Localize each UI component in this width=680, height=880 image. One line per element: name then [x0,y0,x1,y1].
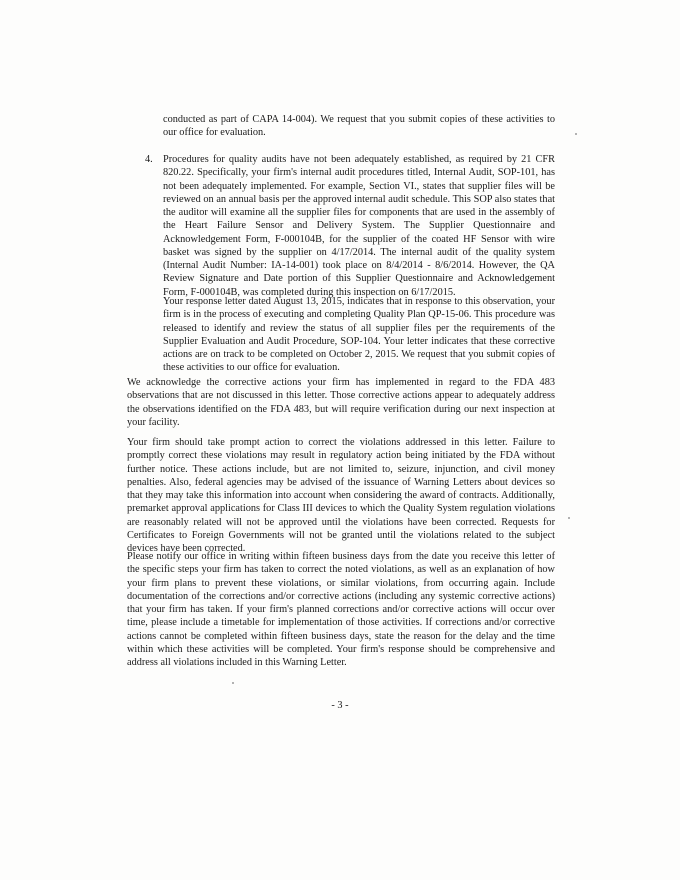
prompt-action-paragraph: Your firm should take prompt action to correct the violations addressed in this letter. Failure to promptly correct these violations may result in regulatory action being initiated by the FDA without further notice. These actions include, but are not limited to, seizure, injunction, and civil money penalties. Also, federal agencies may be advised of the issuance of Warning Letters about devices so that they may take this information into account when considering the award of contracts. Additionally, premarket approval applications for Class III devices to which the Quality System regulation violations are reasonably related will not be approved until the violations have been corrected. Requests for Certificates to Foreign Governments will not be granted until the violations related to the subject devices have been corrected. [127,437,555,554]
list-item-number: 4. [145,154,153,165]
acknowledge-paragraph: We acknowledge the corrective actions your firm has implemented in regard to the FDA 483 observations that are not discussed in this letter. Those corrective actions appear to adequately address the observations identified on the FDA 483, but will require verification during our next inspection at your facility. [127,377,555,428]
scan-speck [232,682,234,684]
scan-speck [575,133,577,135]
paragraph-continuation: conducted as part of CAPA 14-004). We request that you submit copies of these activities to our office for evaluation. [163,114,555,139]
notify-paragraph: Please notify our office in writing within fifteen business days from the date you receive this letter of the specific steps your firm has taken to correct the noted violations, as well as an explanation of how your firm plans to prevent these violations, or similar violations, from occurring again. Include documentation of the corrections and/or corrective actions (including any systemic corrective actions) that your firm has taken. If your firm's planned corrections and/or corrective actions will occur over time, please include a timetable for implementation of those activities. If corrections and/or corrective actions cannot be completed within fifteen business days, state the reason for the delay and the time within which these activities will be completed. Your firm's response should be comprehensive and address all violations included in this Warning Letter. [127,551,555,668]
list-item-4-text: Procedures for quality audits have not been adequately established, as required by 21 CFR 820.22. Specifically, your firm's internal audit procedures titled, Internal Audit, SOP-101, has not been adequately implemented. For example, Section VI., states that supplier files will be reviewed on an annual basis per the approved internal audit schedule. This SOP also states that the auditor will examine all the supplier files for components that are used in the assembly of the Heart Failure Sensor and Delivery System. The Supplier Questionnaire and Acknowledgement Form, F-000104B, for the supplier of the coated HF Sensor with wire basket was signed by the supplier on 4/17/2014. The internal audit of the quality system (Internal Audit Number: IA-14-001) took place on 8/4/2014 - 8/6/2014. However, the QA Review Signature and Date portion of this Supplier Questionnaire and Acknowledgement Form, F-000104B, was completed during this inspection on 6/17/2015. [163,154,555,298]
page-number: - 3 - [331,700,349,711]
scan-speck [568,517,570,519]
list-item-4-response: Your response letter dated August 13, 2015, indicates that in response to this observation, your firm is in the process of executing and completing Quality Plan QP-15-06. This procedure was released to identify and review the status of all supplier files per the requirements of the Supplier Evaluation and Audit Procedure, SOP-104. Your letter indicates that these corrective actions are on track to be completed on October 2, 2015. We request that you submit copies of these activities to our office for evaluation. [163,296,555,374]
